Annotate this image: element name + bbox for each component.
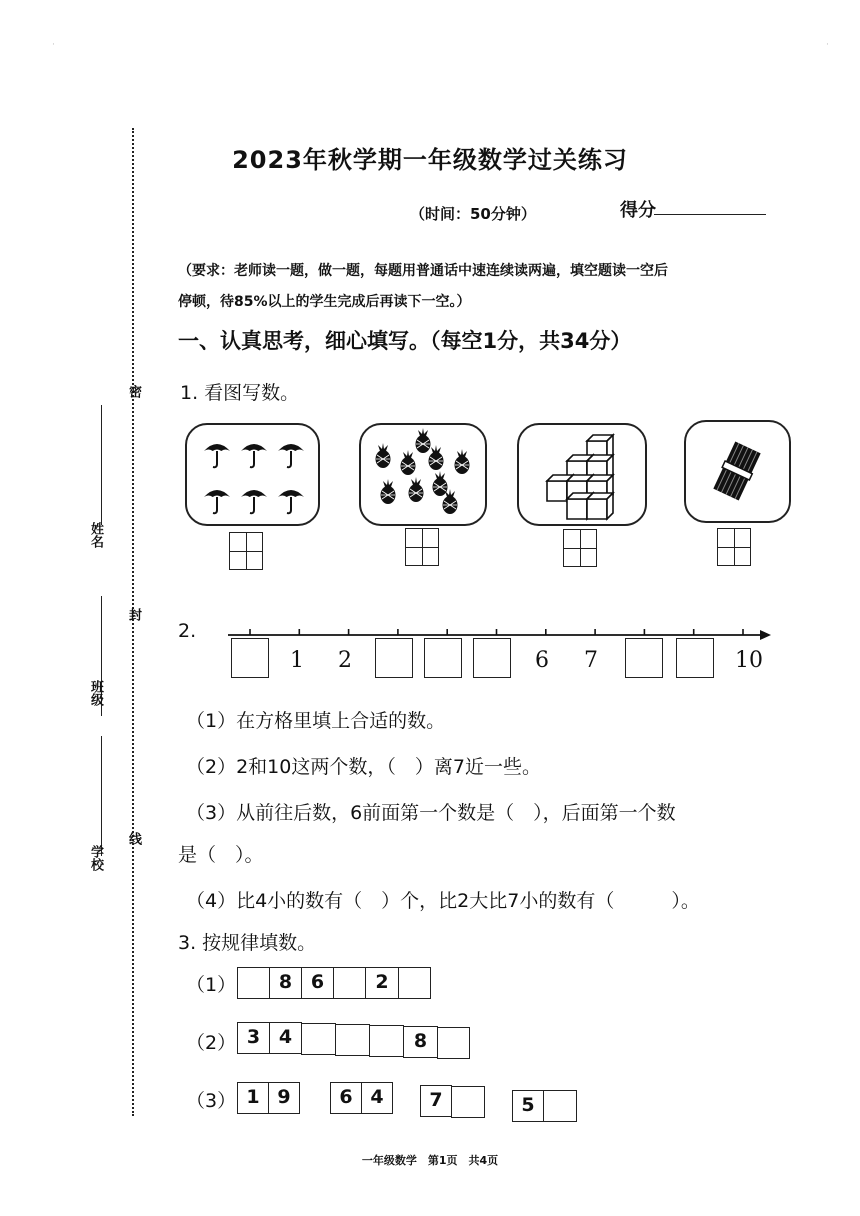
scan-mark: · [826,40,829,50]
answer-grid-3[interactable] [563,529,597,567]
page-title: 2023年秋学期一年级数学过关练习 [232,146,628,174]
sequence-cell[interactable]: 6 [330,1082,362,1114]
q3-row3-label: （3） [186,1090,237,1112]
sequence-cell[interactable]: 6 [301,967,334,999]
q3-row1-label: （1） [186,974,237,996]
requirement-line-1: （要求：老师读一题，做一题，每题用普通话中速连续读两遍，填空题读一空后 [178,263,668,279]
number-box-5[interactable] [473,638,511,678]
sequence-cell[interactable]: 8 [269,967,302,999]
picture-pineapples [359,423,487,526]
q2-label: 2. [178,620,197,642]
pineapple-icon [361,425,485,524]
sequence-cell[interactable] [398,967,431,999]
sequence-cell[interactable] [369,1025,404,1057]
q1-label: 1. 看图写数。 [180,382,300,404]
sequence-cell[interactable] [451,1086,485,1118]
q2-sub3b: 是（ ）。 [178,844,264,866]
name-field-line[interactable] [101,405,102,525]
q2-sub4: （4）比4小的数有（ ）个，比2大比7小的数有（ ）。 [186,890,700,912]
sequence-cell[interactable]: 1 [237,1082,269,1114]
number-label-10: 10 [735,648,763,673]
q2-sub2: （2）2和10这两个数，（ ）离7近一些。 [186,756,541,778]
score-label: 得分 [620,200,656,221]
sequence-cell[interactable] [333,967,366,999]
sequence-cell[interactable] [335,1024,370,1056]
q2-sub1: （1）在方格里填上合适的数。 [186,710,446,732]
page-footer: 一年级数学 第1页 共4页 [361,1154,499,1167]
sequence-cell[interactable]: 9 [268,1082,300,1114]
school-field-line[interactable] [101,736,102,856]
sequence-cell[interactable]: 4 [361,1082,393,1114]
number-box-0[interactable] [231,638,269,678]
stick-bundle-icon [686,422,789,521]
number-box-9[interactable] [676,638,714,678]
seal-dotted-line [132,128,134,1116]
sequence-cell[interactable] [437,1027,470,1059]
number-label-7: 7 [584,648,598,673]
sequence-cell[interactable]: 2 [365,967,399,999]
sequence-cell[interactable] [237,967,270,999]
score-field[interactable] [654,214,766,215]
requirement-line-2: 停顿，待85%以上的学生完成后再读下一空。） [178,294,471,310]
name-label: 姓名 [88,522,103,548]
sequence-cell[interactable]: 8 [403,1026,438,1058]
number-label-1: 1 [290,648,304,673]
sequence-cell[interactable] [543,1090,577,1122]
number-box-8[interactable] [625,638,663,678]
answer-grid-1[interactable] [229,532,263,570]
school-label: 学校 [88,845,103,871]
picture-stick-bundle [684,420,791,523]
sequence-cell[interactable]: 7 [420,1085,452,1117]
number-label-6: 6 [535,648,549,673]
q3-row2-label: （2） [186,1032,237,1054]
number-box-4[interactable] [424,638,462,678]
seal-char-feng: 封 [126,608,141,621]
sequence-cell[interactable]: 4 [269,1022,302,1054]
picture-cubes [517,423,647,526]
seal-char-xian: 线 [126,832,141,845]
class-label: 班级 [88,680,103,706]
sequence-cell[interactable] [301,1023,336,1055]
section-1-heading: 一、认真思考，细心填写。（每空1分，共34分） [178,329,632,353]
answer-grid-2[interactable] [405,528,439,566]
picture-umbrellas [185,423,320,526]
answer-grid-4[interactable] [717,528,751,566]
q3-label: 3. 按规律填数。 [178,932,317,954]
sequence-cell[interactable]: 5 [512,1090,544,1122]
number-label-2: 2 [338,648,352,673]
time-limit: （时间：50分钟） [410,205,536,223]
sequence-cell[interactable]: 3 [237,1022,270,1054]
q2-sub3a: （3）从前往后数，6前面第一个数是（ ），后面第一个数 [186,802,676,824]
umbrella-icon [187,425,318,524]
scan-mark: · [52,40,55,50]
seal-char-mi: 密 [126,385,141,398]
cube-stack-icon [519,425,645,524]
number-box-3[interactable] [375,638,413,678]
